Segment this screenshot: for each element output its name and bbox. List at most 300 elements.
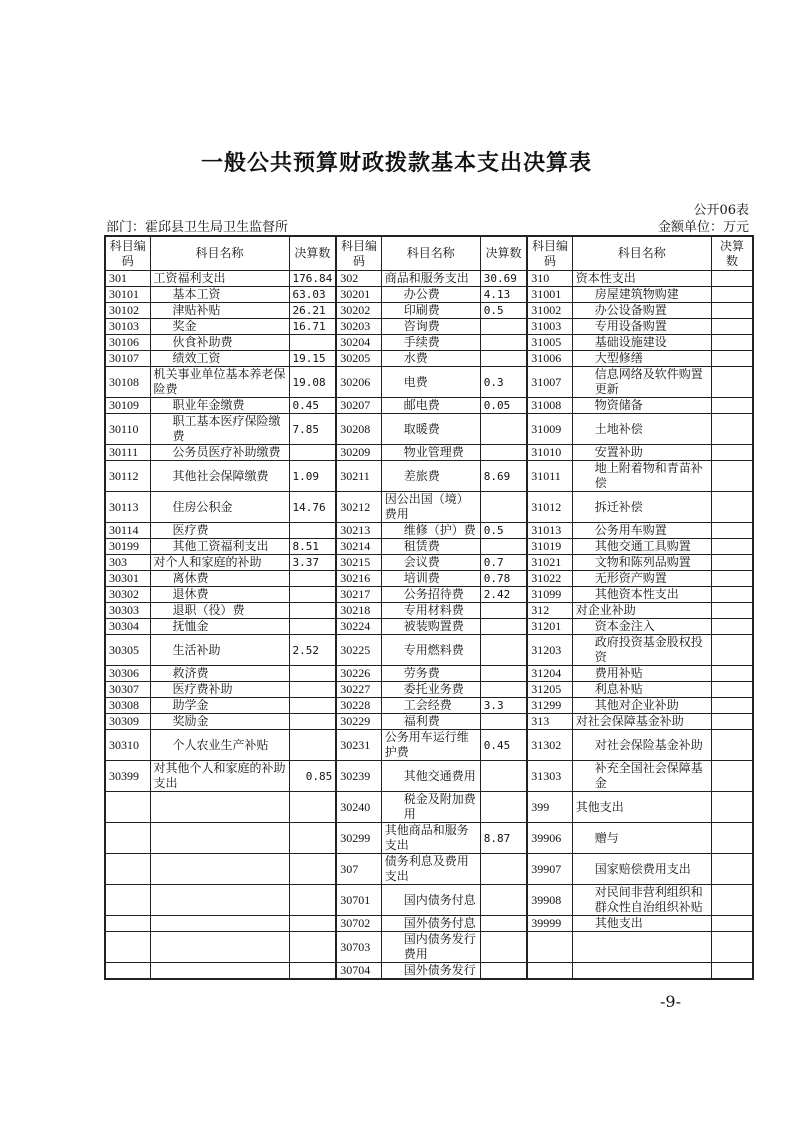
subject-name: 电费 (381, 367, 480, 398)
final-amount: 0.5 (480, 523, 527, 539)
subject-name: 物业管理费 (381, 445, 480, 461)
final-amount: 14.76 (289, 492, 336, 523)
final-amount (711, 351, 753, 367)
final-amount (480, 603, 527, 619)
subject-code: 30106 (105, 335, 150, 351)
final-amount (289, 587, 336, 603)
subject-name: 办公费 (381, 287, 480, 303)
subject-code: 30228 (336, 698, 381, 714)
expenditure-table (104, 235, 754, 980)
subject-name: 手续费 (381, 335, 480, 351)
subject-name: 医疗费补助 (150, 682, 289, 698)
subject-name: 国家赔偿费用支出 (572, 854, 711, 885)
final-amount (711, 571, 753, 587)
final-amount: 16.71 (289, 319, 336, 335)
subject-code: 31201 (527, 619, 572, 635)
table-row (105, 367, 753, 398)
subject-name: 其他交通工具购置 (572, 539, 711, 555)
column-header: 决算数 (480, 236, 527, 271)
subject-code: 30213 (336, 523, 381, 539)
final-amount (289, 792, 336, 823)
final-amount: 3.37 (289, 555, 336, 571)
department-label: 部门：霍邱县卫生局卫生监督所 (106, 220, 289, 235)
table-row (105, 587, 753, 603)
column-header: 决算数 (711, 236, 753, 271)
final-amount: 0.05 (480, 398, 527, 414)
table-row (105, 792, 753, 823)
subject-code: 30203 (336, 319, 381, 335)
final-amount (289, 854, 336, 885)
subject-code: 30704 (336, 963, 381, 980)
final-amount (711, 666, 753, 682)
subject-name: 被装购置费 (381, 619, 480, 635)
subject-code: 30701 (336, 885, 381, 916)
final-amount: 0.85 (289, 761, 336, 792)
subject-code: 31010 (527, 445, 572, 461)
final-amount (480, 682, 527, 698)
final-amount: 2.52 (289, 635, 336, 666)
final-amount (289, 714, 336, 730)
subject-name: 物资储备 (572, 398, 711, 414)
subject-code: 30231 (336, 730, 381, 761)
subject-code: 31007 (527, 367, 572, 398)
subject-name: 商品和服务支出 (381, 271, 480, 287)
subject-name: 信息网络及软件购置更新 (572, 367, 711, 398)
subject-code: 307 (336, 854, 381, 885)
subject-code: 30107 (105, 351, 150, 367)
subject-name: 个人农业生产补贴 (150, 730, 289, 761)
final-amount (480, 666, 527, 682)
subject-code: 31003 (527, 319, 572, 335)
subject-name: 公务招待费 (381, 587, 480, 603)
final-amount (480, 351, 527, 367)
final-amount (480, 854, 527, 885)
subject-name (150, 916, 289, 932)
subject-name: 公务用车购置 (572, 523, 711, 539)
final-amount: 176.84 (289, 271, 336, 287)
final-amount (289, 730, 336, 761)
subject-name: 其他支出 (572, 792, 711, 823)
final-amount (480, 932, 527, 963)
subject-code: 31001 (527, 287, 572, 303)
subject-name: 对民间非营利组织和群众性自治组织补贴 (572, 885, 711, 916)
final-amount (480, 761, 527, 792)
unit-label: 金额单位：万元 (657, 220, 749, 235)
final-amount: 3.3 (480, 698, 527, 714)
subject-name (572, 932, 711, 963)
subject-name: 其他对企业补助 (572, 698, 711, 714)
subject-code: 30308 (105, 698, 150, 714)
subject-name: 咨询费 (381, 319, 480, 335)
subject-code: 30309 (105, 714, 150, 730)
subject-name: 文物和陈列品购置 (572, 555, 711, 571)
final-amount (711, 963, 753, 980)
subject-code: 399 (527, 792, 572, 823)
final-amount: 19.15 (289, 351, 336, 367)
subject-code: 39907 (527, 854, 572, 885)
final-amount (289, 335, 336, 351)
final-amount (711, 414, 753, 445)
final-amount (711, 539, 753, 555)
subject-name: 水费 (381, 351, 480, 367)
subject-name: 拆迁补偿 (572, 492, 711, 523)
subject-code: 30102 (105, 303, 150, 319)
subject-code: 30109 (105, 398, 150, 414)
table-row (105, 271, 753, 287)
subject-name: 其他社会保障缴费 (150, 461, 289, 492)
header-row (105, 236, 753, 271)
table-row (105, 885, 753, 916)
subject-code (105, 932, 150, 963)
subject-name: 税金及附加费用 (381, 792, 480, 823)
final-amount (289, 603, 336, 619)
subject-name: 地上附着物和青苗补偿 (572, 461, 711, 492)
final-amount (711, 823, 753, 854)
final-amount (289, 916, 336, 932)
final-amount (480, 885, 527, 916)
subject-code: 30304 (105, 619, 150, 635)
final-amount (289, 523, 336, 539)
final-amount: 1.09 (289, 461, 336, 492)
table-row (105, 555, 753, 571)
subject-code (105, 854, 150, 885)
table-row (105, 619, 753, 635)
subject-code: 30310 (105, 730, 150, 761)
subject-name: 对个人和家庭的补助 (150, 555, 289, 571)
final-amount: 2.42 (480, 587, 527, 603)
subject-code: 30111 (105, 445, 150, 461)
subject-name: 其他交通费用 (381, 761, 480, 792)
final-amount (480, 916, 527, 932)
table-row (105, 854, 753, 885)
table-row (105, 445, 753, 461)
subject-code: 30101 (105, 287, 150, 303)
subject-name: 伙食补助费 (150, 335, 289, 351)
subject-name: 专用燃料费 (381, 635, 480, 666)
subject-code: 303 (105, 555, 150, 571)
table-row (105, 571, 753, 587)
subject-code: 30199 (105, 539, 150, 555)
subject-name (150, 854, 289, 885)
table-row (105, 539, 753, 555)
subject-name: 国内债务发行费用 (381, 932, 480, 963)
subject-code: 310 (527, 271, 572, 287)
final-amount (480, 539, 527, 555)
subject-code: 39999 (527, 916, 572, 932)
subject-code (105, 916, 150, 932)
table-row (105, 916, 753, 932)
subject-name: 基础设施建设 (572, 335, 711, 351)
subject-name: 退休费 (150, 587, 289, 603)
subject-code: 30239 (336, 761, 381, 792)
subject-code (105, 963, 150, 980)
final-amount (711, 367, 753, 398)
final-amount (711, 761, 753, 792)
subject-name: 租赁费 (381, 539, 480, 555)
form-number: 公开06表 (693, 203, 749, 218)
subject-name: 救济费 (150, 666, 289, 682)
final-amount (480, 714, 527, 730)
final-amount (711, 916, 753, 932)
final-amount: 4.13 (480, 287, 527, 303)
subject-name: 邮电费 (381, 398, 480, 414)
subject-code: 31006 (527, 351, 572, 367)
subject-code: 30218 (336, 603, 381, 619)
subject-name: 职工基本医疗保险缴费 (150, 414, 289, 445)
final-amount (480, 492, 527, 523)
subject-name: 费用补贴 (572, 666, 711, 682)
final-amount (711, 492, 753, 523)
subject-name: 其他工资福利支出 (150, 539, 289, 555)
subject-code: 302 (336, 271, 381, 287)
subject-code: 30110 (105, 414, 150, 445)
subject-code: 30217 (336, 587, 381, 603)
table-row (105, 492, 753, 523)
subject-name: 土地补偿 (572, 414, 711, 445)
subject-name: 对社会保障基金补助 (572, 714, 711, 730)
table-row (105, 761, 753, 792)
subject-code: 30225 (336, 635, 381, 666)
subject-code: 31203 (527, 635, 572, 666)
table-row (105, 682, 753, 698)
final-amount (711, 461, 753, 492)
subject-name: 基本工资 (150, 287, 289, 303)
final-amount (711, 555, 753, 571)
final-amount (711, 445, 753, 461)
subject-code: 30303 (105, 603, 150, 619)
table-row (105, 698, 753, 714)
subject-name: 津贴补贴 (150, 303, 289, 319)
column-header: 科目名称 (150, 236, 289, 271)
subject-code: 30306 (105, 666, 150, 682)
final-amount (289, 445, 336, 461)
subject-name: 医疗费 (150, 523, 289, 539)
subject-name: 工资福利支出 (150, 271, 289, 287)
table-row (105, 932, 753, 963)
column-header: 科目编码 (527, 236, 572, 271)
subject-name: 委托业务费 (381, 682, 480, 698)
subject-name: 取暖费 (381, 414, 480, 445)
subject-name: 政府投资基金股权投资 (572, 635, 711, 666)
final-amount (289, 885, 336, 916)
final-amount: 8.69 (480, 461, 527, 492)
subject-name: 因公出国（境）费用 (381, 492, 480, 523)
final-amount (480, 963, 527, 980)
subject-code: 31002 (527, 303, 572, 319)
subject-code: 30202 (336, 303, 381, 319)
final-amount: 0.78 (480, 571, 527, 587)
subject-code: 30215 (336, 555, 381, 571)
subject-name: 会议费 (381, 555, 480, 571)
subject-name: 抚恤金 (150, 619, 289, 635)
subject-code: 30212 (336, 492, 381, 523)
subject-name: 机关事业单位基本养老保险费 (150, 367, 289, 398)
table-row (105, 603, 753, 619)
final-amount: 0.45 (289, 398, 336, 414)
subject-name: 债务利息及费用支出 (381, 854, 480, 885)
subject-code: 30240 (336, 792, 381, 823)
subject-name: 对其他个人和家庭的补助支出 (150, 761, 289, 792)
final-amount (480, 792, 527, 823)
subject-code: 312 (527, 603, 572, 619)
final-amount (711, 932, 753, 963)
subject-code: 31204 (527, 666, 572, 682)
final-amount (480, 635, 527, 666)
final-amount (711, 885, 753, 916)
subject-name (150, 932, 289, 963)
subject-code: 30112 (105, 461, 150, 492)
final-amount (480, 335, 527, 351)
subject-name (150, 823, 289, 854)
final-amount (289, 619, 336, 635)
final-amount: 0.7 (480, 555, 527, 571)
final-amount (289, 963, 336, 980)
subject-name: 大型修缮 (572, 351, 711, 367)
column-header: 科目名称 (381, 236, 480, 271)
table-row (105, 351, 753, 367)
subject-code (527, 963, 572, 980)
subject-code: 30224 (336, 619, 381, 635)
subject-code: 30702 (336, 916, 381, 932)
subject-name: 专用材料费 (381, 603, 480, 619)
table-row (105, 963, 753, 980)
subject-name: 退职（役）费 (150, 603, 289, 619)
subject-name: 福利费 (381, 714, 480, 730)
subject-name: 住房公积金 (150, 492, 289, 523)
subject-name: 对社会保险基金补助 (572, 730, 711, 761)
subject-name (150, 963, 289, 980)
table-row (105, 398, 753, 414)
table-row (105, 335, 753, 351)
final-amount (711, 682, 753, 698)
subject-code: 30214 (336, 539, 381, 555)
subject-name: 对企业补助 (572, 603, 711, 619)
subject-name: 无形资产购置 (572, 571, 711, 587)
subject-code (105, 885, 150, 916)
subject-code: 30208 (336, 414, 381, 445)
subject-code: 30103 (105, 319, 150, 335)
final-amount: 26.21 (289, 303, 336, 319)
subject-code: 30211 (336, 461, 381, 492)
page-title: 一般公共预算财政拨款基本支出决算表 (200, 150, 592, 176)
subject-code: 30205 (336, 351, 381, 367)
subject-code: 30229 (336, 714, 381, 730)
subject-code: 30226 (336, 666, 381, 682)
table-row (105, 823, 753, 854)
final-amount: 63.03 (289, 287, 336, 303)
column-header: 科目编码 (336, 236, 381, 271)
subject-name: 离休费 (150, 571, 289, 587)
subject-code: 30305 (105, 635, 150, 666)
final-amount (711, 335, 753, 351)
table-row (105, 414, 753, 445)
final-amount (711, 523, 753, 539)
subject-code: 31302 (527, 730, 572, 761)
subject-code: 30227 (336, 682, 381, 698)
subject-code (527, 932, 572, 963)
final-amount (711, 587, 753, 603)
final-amount (711, 603, 753, 619)
subject-name: 公务用车运行维护费 (381, 730, 480, 761)
subject-name: 绩效工资 (150, 351, 289, 367)
subject-name (150, 792, 289, 823)
subject-code: 31009 (527, 414, 572, 445)
column-header: 决算数 (289, 236, 336, 271)
subject-code: 31022 (527, 571, 572, 587)
subject-code: 30207 (336, 398, 381, 414)
subject-name: 资本金注入 (572, 619, 711, 635)
column-header: 科目编码 (105, 236, 150, 271)
subject-code (105, 823, 150, 854)
final-amount (289, 932, 336, 963)
table-row (105, 666, 753, 682)
final-amount (711, 854, 753, 885)
subject-name: 赠与 (572, 823, 711, 854)
subject-code: 39908 (527, 885, 572, 916)
subject-code: 30703 (336, 932, 381, 963)
subject-name: 差旅费 (381, 461, 480, 492)
final-amount (289, 571, 336, 587)
subject-name (572, 963, 711, 980)
subject-name: 工会经费 (381, 698, 480, 714)
table-row (105, 461, 753, 492)
subject-code: 31299 (527, 698, 572, 714)
subject-name: 国内债务付息 (381, 885, 480, 916)
final-amount (711, 319, 753, 335)
subject-code: 30201 (336, 287, 381, 303)
table-row (105, 714, 753, 730)
table-row (105, 635, 753, 666)
final-amount: 8.51 (289, 539, 336, 555)
subject-code: 31012 (527, 492, 572, 523)
subject-code: 31303 (527, 761, 572, 792)
subject-code: 30307 (105, 682, 150, 698)
final-amount (711, 698, 753, 714)
subject-name: 奖励金 (150, 714, 289, 730)
subject-name: 专用设备购置 (572, 319, 711, 335)
subject-code: 31011 (527, 461, 572, 492)
subject-code: 31019 (527, 539, 572, 555)
final-amount (711, 303, 753, 319)
subject-code: 30108 (105, 367, 150, 398)
subject-code: 31021 (527, 555, 572, 571)
final-amount (289, 823, 336, 854)
subject-code: 31008 (527, 398, 572, 414)
subject-name: 国外债务发行 (381, 963, 480, 980)
subject-code: 31099 (527, 587, 572, 603)
final-amount (289, 698, 336, 714)
column-header: 科目名称 (572, 236, 711, 271)
final-amount (711, 619, 753, 635)
subject-name: 公务员医疗补助缴费 (150, 445, 289, 461)
final-amount: 0.5 (480, 303, 527, 319)
table-row (105, 303, 753, 319)
subject-name: 培训费 (381, 571, 480, 587)
table-row (105, 523, 753, 539)
subject-name: 奖金 (150, 319, 289, 335)
subject-code: 30399 (105, 761, 150, 792)
subject-name: 其他商品和服务支出 (381, 823, 480, 854)
subject-name: 助学金 (150, 698, 289, 714)
subject-code (105, 792, 150, 823)
subject-code: 301 (105, 271, 150, 287)
subject-name: 其他支出 (572, 916, 711, 932)
subject-code: 39906 (527, 823, 572, 854)
final-amount: 0.3 (480, 367, 527, 398)
subject-code: 30216 (336, 571, 381, 587)
final-amount: 8.87 (480, 823, 527, 854)
subject-name: 房屋建筑物购建 (572, 287, 711, 303)
